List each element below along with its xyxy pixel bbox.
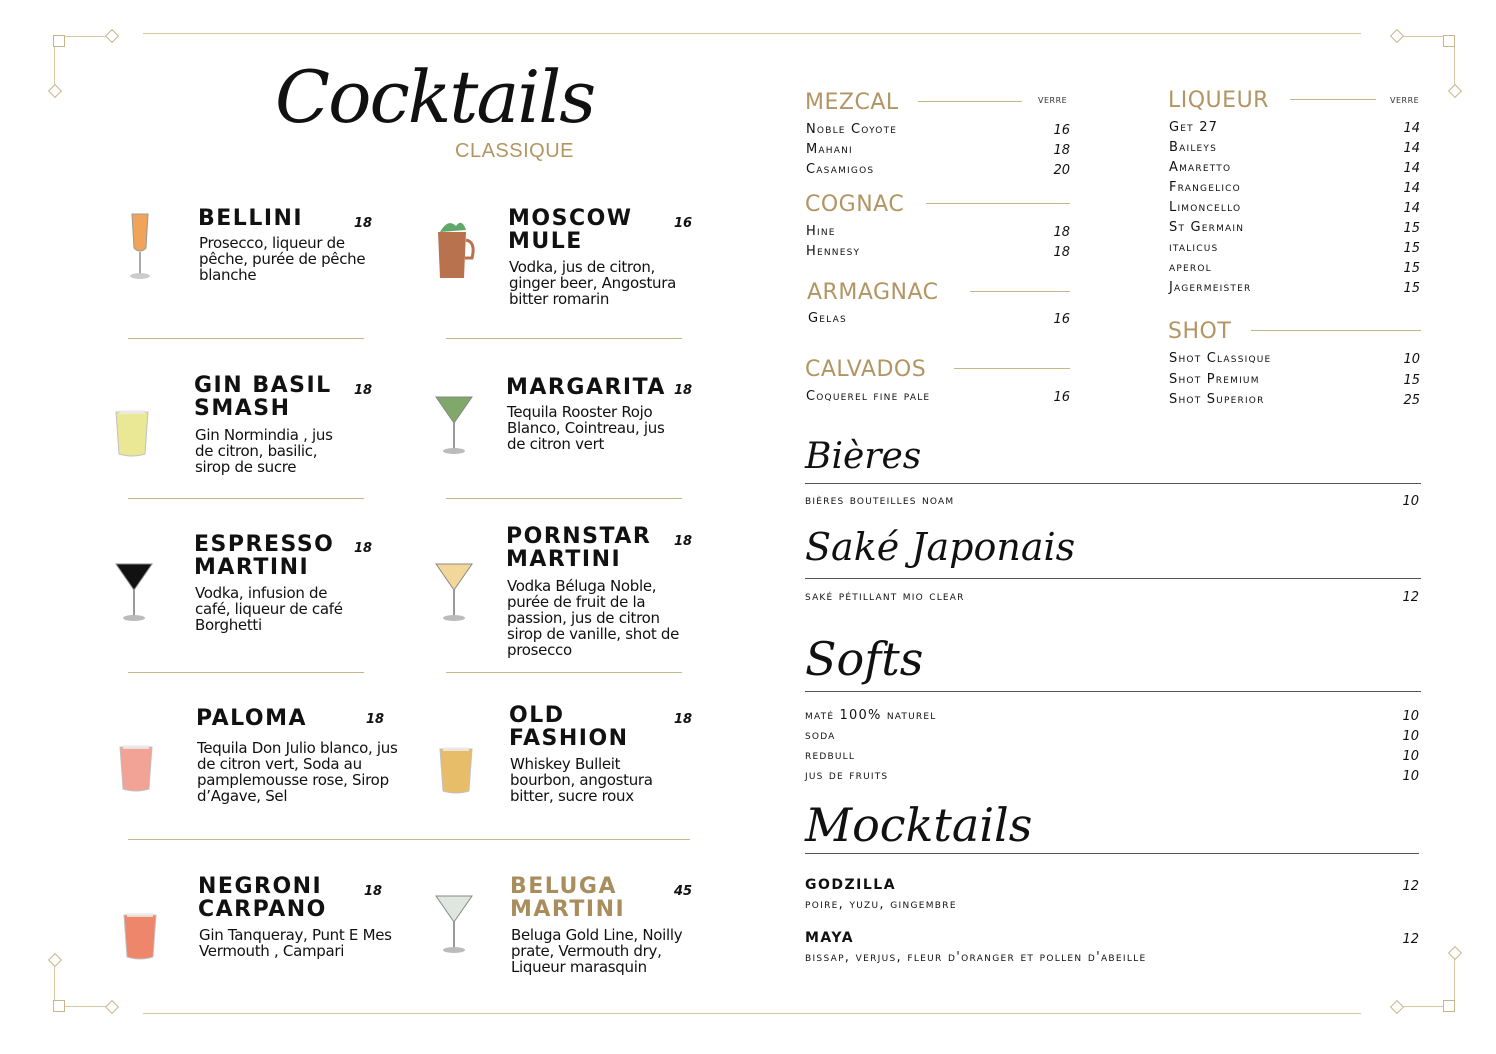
- liqueur-item: Get 27: [1169, 120, 1219, 135]
- bieres-item: bières bouteilles noam: [805, 493, 955, 508]
- cocktail-price: 18: [674, 534, 693, 549]
- softs-item: maté 100% naturel: [805, 708, 937, 723]
- cocktail-description: Vodka, infusion de café, liqueur de café Borghetti: [195, 584, 343, 634]
- bieres-script-title: Bières: [805, 436, 922, 477]
- cocktail-price: 18: [674, 712, 693, 727]
- shot-item-price: 25: [1403, 393, 1420, 408]
- liqueur-item-price: 14: [1403, 161, 1420, 176]
- corner-ornament-icon: [53, 35, 65, 47]
- mocktails-divider: [805, 853, 1419, 854]
- cocktail-description: Tequila Don Julio blanco, jus de citron vert, Soda au pamplemousse rose, Sirop d’Agave, Sel: [197, 739, 398, 805]
- sake-item: saké pétillant mio clear: [805, 589, 965, 604]
- cocktail-name: MOSCOW MULE: [508, 206, 633, 254]
- armagnac-item: Gelas: [808, 311, 847, 326]
- mocktail-price: 12: [1402, 879, 1419, 894]
- martini-glass-icon: [432, 550, 476, 631]
- corner-ornament-icon: [1443, 35, 1455, 47]
- cocktail-name: BELLINI: [198, 206, 304, 231]
- verre-label: VERRE: [1390, 96, 1420, 105]
- cocktail-price: 18: [354, 216, 373, 231]
- sake-price: 12: [1402, 590, 1419, 605]
- cocktail-name: GIN BASIL SMASH: [194, 373, 332, 421]
- diamond-ornament-icon: [1448, 84, 1462, 98]
- liqueur-item-price: 15: [1403, 261, 1420, 276]
- cocktail-divider: [128, 338, 364, 339]
- liqueur-item: Baileys: [1169, 140, 1218, 155]
- diamond-ornament-icon: [105, 1000, 119, 1014]
- cocktail-description: Beluga Gold Line, Noilly prate, Vermouth dry, Liqueur marasquin: [511, 926, 683, 976]
- mezcal-item: Noble Coyote: [806, 122, 898, 137]
- cocktail-divider: [128, 672, 364, 673]
- diamond-ornament-icon: [48, 953, 62, 967]
- martini-glass-icon: [432, 882, 476, 963]
- liqueur-category-title: LIQUEUR: [1168, 88, 1269, 113]
- cognac-category-title: COGNAC: [805, 192, 905, 217]
- liqueur-item: italicus: [1169, 240, 1219, 255]
- liqueur-item-price: 14: [1403, 121, 1420, 136]
- cocktail-description: Whiskey Bulleit bourbon, angostura bitter, sucre roux: [510, 755, 653, 805]
- shot-item-price: 10: [1403, 352, 1420, 367]
- mocktails-script-title: Mocktails: [805, 798, 1033, 852]
- cognac-item: Hennesy: [806, 244, 861, 259]
- corner-ornament-icon: [53, 1000, 65, 1012]
- calvados-item: Coquerel fine pale: [806, 389, 931, 404]
- cocktail-divider: [128, 839, 690, 840]
- mocktail-name: GODZILLA: [805, 877, 897, 893]
- liqueur-item: Amaretto: [1169, 160, 1232, 175]
- mocktail-ingredients: poire, yuzu, gingembre: [805, 897, 957, 912]
- armagnac-category-title: ARMAGNAC: [807, 280, 939, 305]
- cocktail-name: PORNSTAR MARTINI: [506, 524, 652, 572]
- mocktail-price: 12: [1402, 932, 1419, 947]
- cocktail-description: Vodka Béluga Noble, purée de fruit de la passion, jus de citron sirop de vanille, shot de prosecco: [507, 577, 680, 659]
- tumbler-glass-icon: [114, 725, 158, 806]
- corner-ornament-icon: [1443, 1000, 1455, 1012]
- copper-mug-icon: [432, 212, 476, 293]
- cocktail-description: Tequila Rooster Rojo Blanco, Cointreau, jus de citron vert: [507, 403, 665, 453]
- cocktail-description: Gin Tanqueray, Punt E Mes Vermouth , Campari: [199, 926, 392, 960]
- liqueur-item-price: 15: [1403, 221, 1420, 236]
- liqueur-item: aperol: [1169, 260, 1212, 275]
- diamond-ornament-icon: [1390, 1000, 1404, 1014]
- shot-item-price: 15: [1403, 372, 1420, 388]
- calvados-item-price: 16: [1053, 390, 1070, 405]
- mocktail-name: MAYA: [805, 930, 855, 946]
- armagnac-item-price: 16: [1053, 312, 1070, 327]
- shot-item: Shot Superior: [1169, 392, 1265, 407]
- shot-item: Shot Premium: [1169, 371, 1260, 387]
- cocktail-name: ESPRESSO MARTINI: [194, 532, 335, 580]
- cocktail-price: 18: [366, 712, 385, 727]
- liqueur-item-price: 14: [1403, 201, 1420, 216]
- bieres-price: 10: [1402, 494, 1419, 509]
- mezcal-category-title: MEZCAL: [805, 90, 899, 115]
- cocktail-divider: [128, 498, 364, 499]
- cocktail-price: 16: [674, 216, 693, 231]
- diamond-ornament-icon: [48, 84, 62, 98]
- cocktail-description: Gin Normindia , jus de citron, basilic, sirop de sucre: [195, 426, 333, 476]
- calvados-category-line: [954, 368, 1070, 369]
- liqueur-category-line: [1290, 99, 1376, 100]
- liqueur-item-price: 15: [1403, 241, 1420, 256]
- liqueur-item: Limoncello: [1169, 200, 1242, 215]
- mezcal-category-line: [918, 101, 1022, 102]
- cognac-item-price: 18: [1053, 225, 1070, 240]
- cognac-item: Hine: [806, 224, 836, 239]
- cocktail-description: Prosecco, liqueur de pêche, purée de pêche blanche: [199, 234, 366, 284]
- mezcal-item: Casamigos: [806, 162, 875, 177]
- sake-script-title: Saké Japonais: [805, 525, 1076, 569]
- cocktail-divider: [446, 672, 682, 673]
- armagnac-category-line: [970, 291, 1070, 292]
- softs-item-price: 10: [1402, 749, 1419, 764]
- tumbler-glass-icon: [110, 390, 154, 471]
- martini-glass-icon: [432, 383, 476, 464]
- softs-item: soda: [805, 728, 836, 743]
- cocktail-price: 18: [364, 884, 383, 899]
- shot-category-title: SHOT: [1168, 319, 1232, 344]
- calvados-category-title: CALVADOS: [805, 357, 927, 382]
- mezcal-item: Mahani: [806, 142, 853, 157]
- softs-script-title: Softs: [805, 632, 924, 686]
- bieres-divider: [805, 483, 1421, 484]
- sake-divider: [805, 578, 1421, 579]
- frame-right-bottom: [1454, 958, 1455, 1003]
- cocktail-price: 18: [354, 541, 373, 556]
- cognac-category-line: [926, 203, 1070, 204]
- shot-item: Shot Classique: [1169, 351, 1272, 366]
- martini-glass-icon: [112, 550, 156, 631]
- liqueur-item: Jagermeister: [1169, 280, 1252, 295]
- mezcal-item-price: 18: [1053, 143, 1070, 158]
- liqueur-item: Frangelico: [1169, 180, 1241, 195]
- diamond-ornament-icon: [105, 29, 119, 43]
- cocktail-name: BELUGA MARTINI: [510, 874, 626, 922]
- diamond-ornament-icon: [1448, 946, 1462, 960]
- cocktail-name: PALOMA: [196, 706, 307, 731]
- cocktail-name: NEGRONI CARPANO: [198, 874, 327, 922]
- mezcal-item-price: 20: [1053, 163, 1070, 178]
- classique-subtitle: CLASSIQUE: [455, 140, 574, 162]
- liqueur-item: St Germain: [1169, 220, 1245, 235]
- cocktail-price: 18: [354, 383, 373, 398]
- softs-item-price: 10: [1402, 729, 1419, 744]
- softs-item: redbull: [805, 748, 856, 763]
- cocktail-price: 18: [674, 383, 693, 398]
- shot-category-line: [1251, 330, 1421, 331]
- liqueur-item-price: 14: [1403, 141, 1420, 156]
- cocktail-name: MARGARITA: [506, 375, 666, 400]
- softs-item-price: 10: [1402, 769, 1419, 784]
- cocktail-price: 45: [674, 884, 693, 899]
- liqueur-item-price: 15: [1403, 281, 1420, 296]
- softs-item: jus de fruits: [805, 768, 889, 783]
- cognac-item-price: 18: [1053, 245, 1070, 260]
- softs-divider: [805, 691, 1421, 692]
- frame-top-line: [143, 33, 1361, 34]
- liqueur-item-price: 14: [1403, 181, 1420, 196]
- cocktail-description: Vodka, jus de citron, ginger beer, Angostura bitter romarin: [509, 258, 676, 308]
- tumbler-glass-icon: [118, 893, 162, 974]
- cocktails-script-title: Cocktails: [275, 55, 595, 139]
- frame-bottom-line: [143, 1013, 1361, 1014]
- cocktail-divider: [446, 338, 682, 339]
- softs-item-price: 10: [1402, 709, 1419, 724]
- diamond-ornament-icon: [1390, 29, 1404, 43]
- mezcal-item-price: 16: [1053, 123, 1070, 138]
- cocktail-divider: [446, 498, 682, 499]
- cocktail-name: OLD FASHION: [509, 703, 629, 751]
- verre-label: VERRE: [1038, 96, 1068, 105]
- bellini-glass-icon: [118, 208, 162, 289]
- mocktail-ingredients: bissap, verjus, fleur d'oranger et pollen d'abeille: [805, 950, 1147, 965]
- tumbler-glass-icon: [434, 727, 478, 808]
